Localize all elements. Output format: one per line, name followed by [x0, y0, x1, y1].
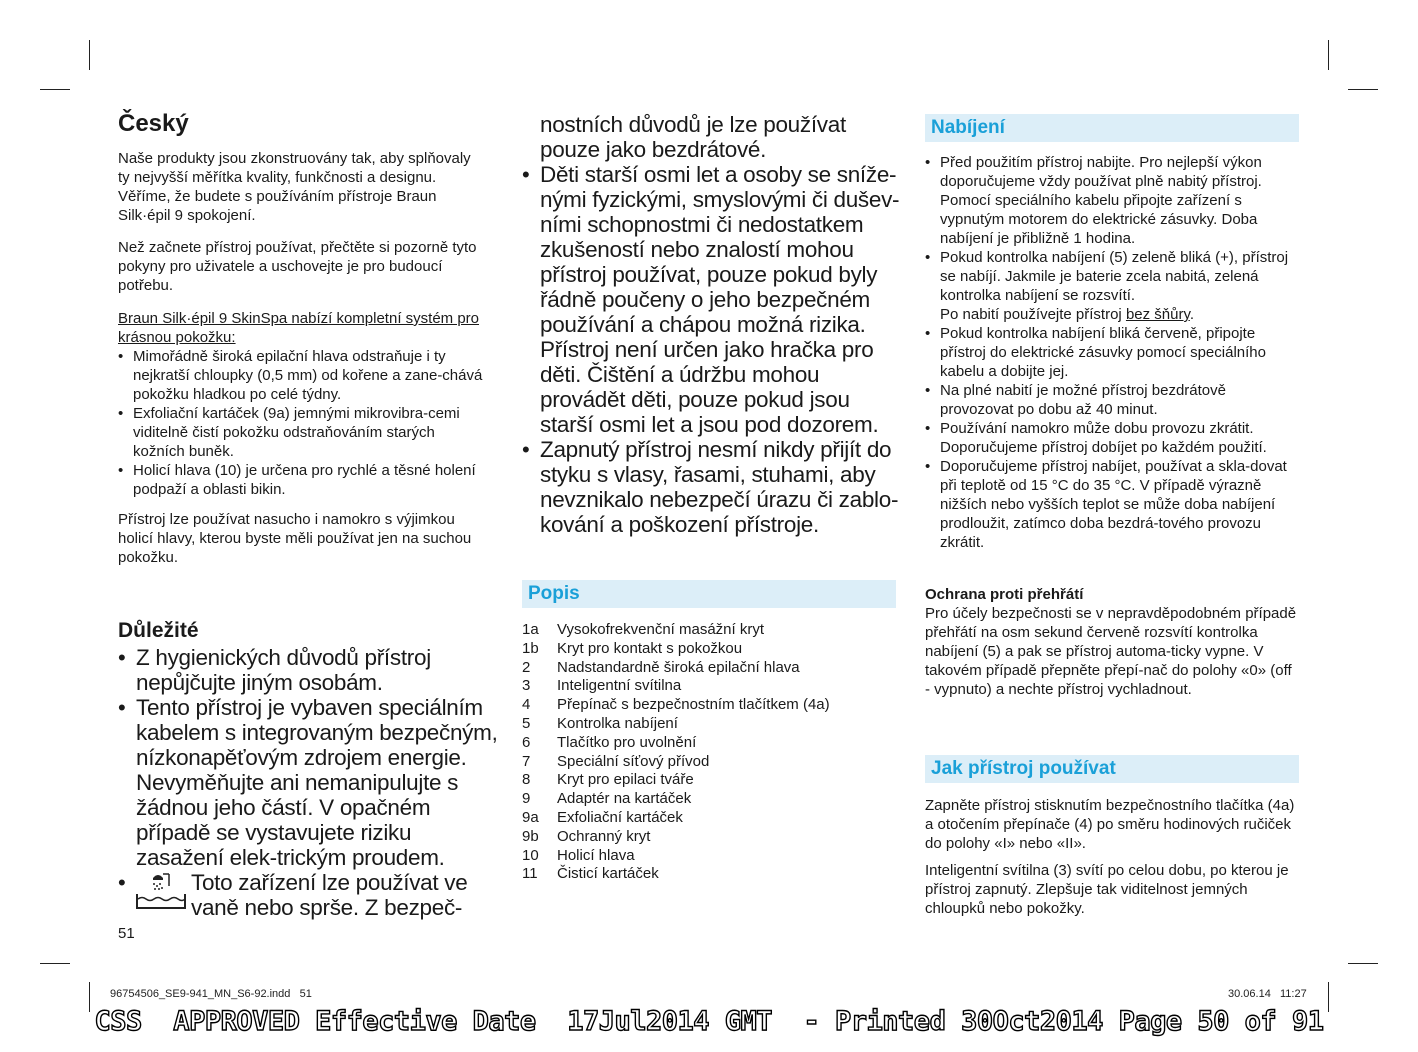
table-row: [522, 715, 830, 734]
crop-mark: [40, 963, 70, 964]
part-label: Přepínač s bezpečnostním tlačítkem (4a): [557, 696, 830, 714]
table-row: [522, 659, 830, 678]
cable-note: Po nabití používejte přístroj bez šňůry.: [940, 306, 1195, 323]
part-number: 11: [522, 865, 538, 883]
part-label: Holicí hlava: [557, 846, 635, 864]
bath-shower-icon: [135, 872, 187, 921]
table-row: [522, 847, 830, 866]
part-number: 7: [522, 752, 531, 770]
parts-table: [522, 621, 830, 884]
overheat-heading: Ochrana proti přehřátí: [925, 586, 1084, 603]
part-number: 6: [522, 733, 531, 751]
table-row: [522, 790, 830, 809]
list-item: • Před použitím přístroj nabijte. Pro nejlepší výkon doporučujeme vždy používat plně nabitý přístroj. Pomocí speciálního kabelu připojte zařízení s vypnutým motorem do elektrické zásuvky. Doba nabíjení je přibližně 1 hodina.: [925, 153, 1303, 248]
crop-mark: [1328, 40, 1329, 70]
table-row: [522, 734, 830, 753]
part-number: 9: [522, 790, 531, 808]
table-row: [522, 771, 830, 790]
part-label: Inteligentní svítilna: [557, 677, 682, 695]
charging-heading: Nabíjení: [925, 114, 1299, 142]
crop-mark: [89, 40, 90, 70]
continuation-text: nostních důvodů je lze používat pouze jako bezdrátové.: [540, 112, 846, 162]
list-item: • Exfoliační kartáček (9a) jemnými mikrovibra-cemi viditelně čistí pokožku odstraňováním starých kožních buněk.: [118, 404, 488, 461]
part-label: Adaptér na kartáček: [557, 790, 692, 808]
howto-heading: Jak přístroj používat: [925, 755, 1299, 783]
system-list: [118, 347, 488, 499]
list-item: • Děti starší osmi let a osoby se sníže-nými fyzickými, smyslovými či dušev-ními schopnostmi či nedostatkem zkušeností nebo znalostí mohou přístroj používat, pouze pokud byly řádně poučeny o jeho bezpečném používání a chápou možná rizika. Přístroj není určen jako hračka pro děti. Čištění a údržbu mohou provádět děti, pouze pokud jsou starší osmi let a jsou pod dozorem.: [522, 162, 902, 437]
table-row: [522, 753, 830, 772]
list-item-text: Pokud kontrolka nabíjení (5) zeleně bliká (+), přístroj se nabíjí. Jakmile je baterie zcela nabitá, zelená kontrolka nabíjení se rozsvítí.: [940, 249, 1289, 304]
cable-note-link: bez šňůry: [1125, 306, 1190, 323]
part-label: Kryt pro kontakt s pokožkou: [557, 639, 743, 657]
part-number: 5: [522, 714, 531, 732]
part-number: 3: [522, 677, 531, 695]
part-number: 4: [522, 696, 531, 714]
list-item: • Zapnutý přístroj nesmí nikdy přijít do styku s vlasy, řasami, stuhami, aby nevznikalo nebezpečí úrazu či zablo-kování a poškození přístroje.: [522, 437, 902, 537]
part-number: 9a: [522, 808, 539, 826]
part-number: 9b: [522, 827, 539, 845]
file-info: 96754506_SE9-941_MN_S6-92.indd 51: [110, 988, 312, 1000]
list-item: [925, 248, 1303, 324]
part-label: Kryt pro epilaci tváře: [557, 771, 694, 789]
usage-note: Přístroj lze používat nasucho i namokro s výjimkou holicí hlavy, kterou byste měli používat jen na suchou pokožku.: [118, 511, 472, 566]
part-label: Čisticí kartáček: [557, 865, 659, 883]
list-item: • Holicí hlava (10) je určena pro rychlé a těsné holení podpaží a oblasti bikin.: [118, 461, 488, 499]
list-item: • Pokud kontrolka nabíjení bliká červeně, připojte přístroj do elektrické zásuvky pomocí speciálního kabelu a dobijte jej.: [925, 324, 1303, 381]
part-number: 10: [522, 846, 539, 864]
important-heading: Důležité: [118, 619, 199, 642]
table-row: [522, 809, 830, 828]
part-label: Ochranný kryt: [557, 827, 651, 845]
list-item: • Mimořádně široká epilační hlava odstraňuje i ty nejkratší chloupky (0,5 mm) od kořene a zane-chává pokožku hladkou po celé týdny.: [118, 347, 488, 404]
table-row: [522, 865, 830, 884]
crop-mark: [40, 89, 70, 90]
part-label: Kontrolka nabíjení: [557, 714, 678, 732]
table-row: [522, 640, 830, 659]
list-item: • Na plné nabití je možné přístroj bezdrátově provozovat po dobu až 40 minut.: [925, 381, 1303, 419]
bath-line-2: vaně nebo sprše. Z bezpeč-: [191, 895, 463, 920]
list-item: • Používání namokro může dobu provozu zkrátit. Doporučujeme přístroj dobíjet po každém použití.: [925, 419, 1303, 457]
part-label: Exfoliační kartáček: [557, 808, 683, 826]
safety-list: [522, 162, 902, 537]
page-number: 51: [118, 925, 135, 942]
howto-paragraph-2: Inteligentní svítilna (3) svítí po celou dobu, po kterou je přístroj zapnutý. Zlepšuje tak viditelnost jemných chloupků nebo pokožky.: [925, 862, 1289, 917]
part-label: Vysokofrekvenční masážní kryt: [557, 621, 765, 638]
instructions-paragraph: Než začnete přístroj používat, přečtěte si pozorně tyto pokyny pro uživatele a uschovejte je pro budoucí potřebu.: [118, 239, 477, 294]
list-item: • Z hygienických důvodů přístroj nepůjčujte jiným osobám.: [118, 645, 498, 695]
date-info: 30.06.14 11:27: [1228, 988, 1307, 1000]
intro-paragraph: Naše produkty jsou zkonstruovány tak, aby splňovaly ty nejvyšší měřítka kvality, funkčnosti a designu. Věříme, že budete s používáním přístroje Braun Silk·épil 9 spokojení.: [118, 150, 471, 224]
bath-line-1: Toto zařízení lze používat ve: [191, 870, 468, 895]
bullet-icon: •: [118, 870, 126, 895]
table-row: [522, 696, 830, 715]
list-item: • Tento přístroj je vybaven speciálním kabelem s integrovaným bezpečným, nízkonapěťovým zdrojem energie. Nevyměňujte ani nemanipulujte s žádnou jeho částí. V opačném případě se vystavujete riziku zasažení elek-trickým proudem.: [118, 695, 498, 870]
part-number: 1a: [522, 621, 539, 638]
part-number: 1b: [522, 639, 539, 657]
crop-mark: [1348, 963, 1378, 964]
table-row: [522, 677, 830, 696]
popis-heading: Popis: [522, 580, 896, 608]
page-title: Český: [118, 110, 189, 137]
part-number: 8: [522, 771, 531, 789]
overheat-text: Pro účely bezpečnosti se v nepravděpodobném případě přehřátí na osm sekund červeně rozsvítí kontrolka nabíjení (5) a pak se přístroj automa-ticky vypne. V takovém případě přepněte přepí-nač do polohy «0» (off - vypnuto) a nechte přístroj vychladnout.: [925, 605, 1297, 698]
part-number: 2: [522, 658, 531, 676]
part-label: Nadstandardně široká epilační hlava: [557, 658, 800, 676]
table-row: [522, 621, 830, 640]
table-row: [522, 828, 830, 847]
charging-list: [925, 153, 1303, 552]
system-heading: Braun Silk·épil 9 SkinSpa nabízí kompletní systém pro krásnou pokožku:: [118, 310, 480, 346]
approval-stamp: CSS APPROVED Effective Date 17Jul2014 GMT - Printed 30Oct2014 Page 50 of 91: [94, 1006, 1324, 1037]
crop-mark: [1348, 89, 1378, 90]
list-item: • Doporučujeme přístroj nabíjet, používat a skla-dovat při teplotě od 15 °C do 35 °C. V případě výrazně nižších nebo vyšších teplot se může doba nabíjení prodloužit, zatímco doba bezdrá-tového provozu zkrátit.: [925, 457, 1303, 552]
important-list: [118, 645, 498, 870]
howto-paragraph-1: Zapněte přístroj stisknutím bezpečnostního tlačítka (4a) a otočením přepínače (4) po směru hodinových ručiček do polohy «I» nebo «II».: [925, 797, 1295, 852]
part-label: Speciální síťový přívod: [557, 752, 710, 770]
part-label: Tlačítko pro uvolnění: [557, 733, 697, 751]
